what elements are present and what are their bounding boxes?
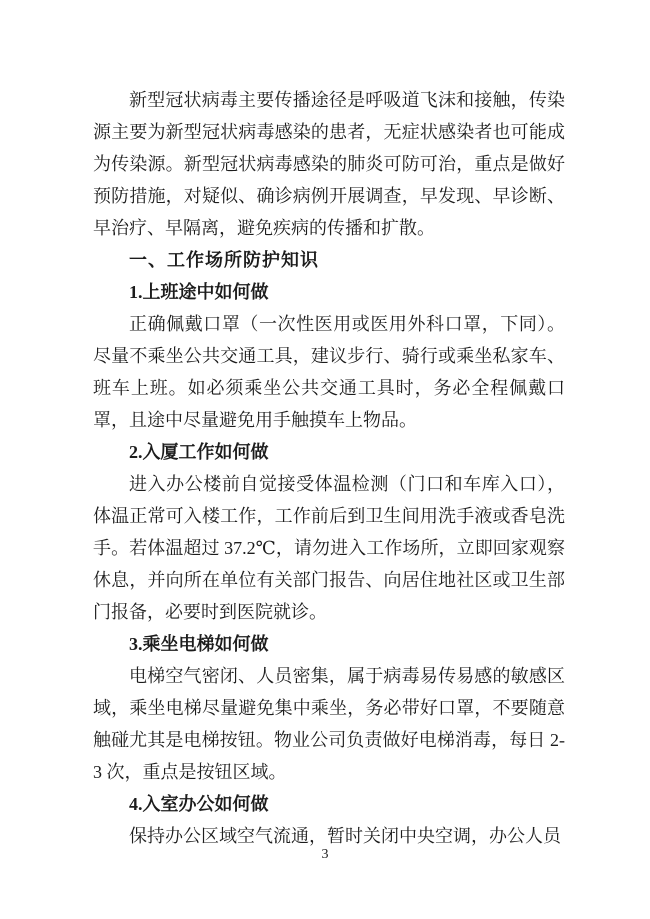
document-body xyxy=(93,84,565,852)
heading-commute-to-work: 1.上班途中如何做 xyxy=(129,282,269,302)
paragraph-elevator-advice: 电梯空气密闭、人员密集，属于病毒易传易感的敏感区域，乘坐电梯尽量避免集中乘坐，务必带好口罩，不要随意触碰尤其是电梯按钮。物业公司负责做好电梯消毒，每日 2-3 次，重点是按钮区域。 xyxy=(93,666,565,782)
paragraph-entering-building-advice: 进入办公楼前自觉接受体温检测（门口和车库入口），体温正常可入楼工作，工作前后到卫生间用洗手液或香皂洗手。若体温超过 37.2℃，请勿进入工作场所，立即回家观察休息，并向所在单位有关部门报告、向居住地社区或卫生部门报备，必要时到医院就诊。 xyxy=(93,474,565,622)
heading-office-work: 4.入室办公如何做 xyxy=(129,794,269,814)
page-number: 3 xyxy=(321,847,329,862)
paragraph-office-advice: 保持办公区域空气流通，暂时关闭中央空调，办公人员 xyxy=(129,826,561,846)
paragraph-virus-intro: 新型冠状病毒主要传播途径是呼吸道飞沫和接触，传染源主要为新型冠状病毒感染的患者，无症状感染者也可能成为传染源。新型冠状病毒感染的肺炎可防可治，重点是做好预防措施，对疑似、确诊病例开展调查，早发现、早诊断、早治疗、早隔离，避免疾病的传播和扩散。 xyxy=(93,90,565,238)
heading-taking-elevator: 3.乘坐电梯如何做 xyxy=(129,634,269,654)
paragraph-commute-advice: 正确佩戴口罩（一次性医用或医用外科口罩，下同）。尽量不乘坐公共交通工具，建议步行、骑行或乘坐私家车、班车上班。如必须乘坐公共交通工具时，务必全程佩戴口罩，且途中尽量避免用手触摸车上物品。 xyxy=(93,314,565,430)
heading-entering-building: 2.入厦工作如何做 xyxy=(129,442,269,462)
heading-section-workplace-protection: 一、工作场所防护知识 xyxy=(129,250,319,270)
